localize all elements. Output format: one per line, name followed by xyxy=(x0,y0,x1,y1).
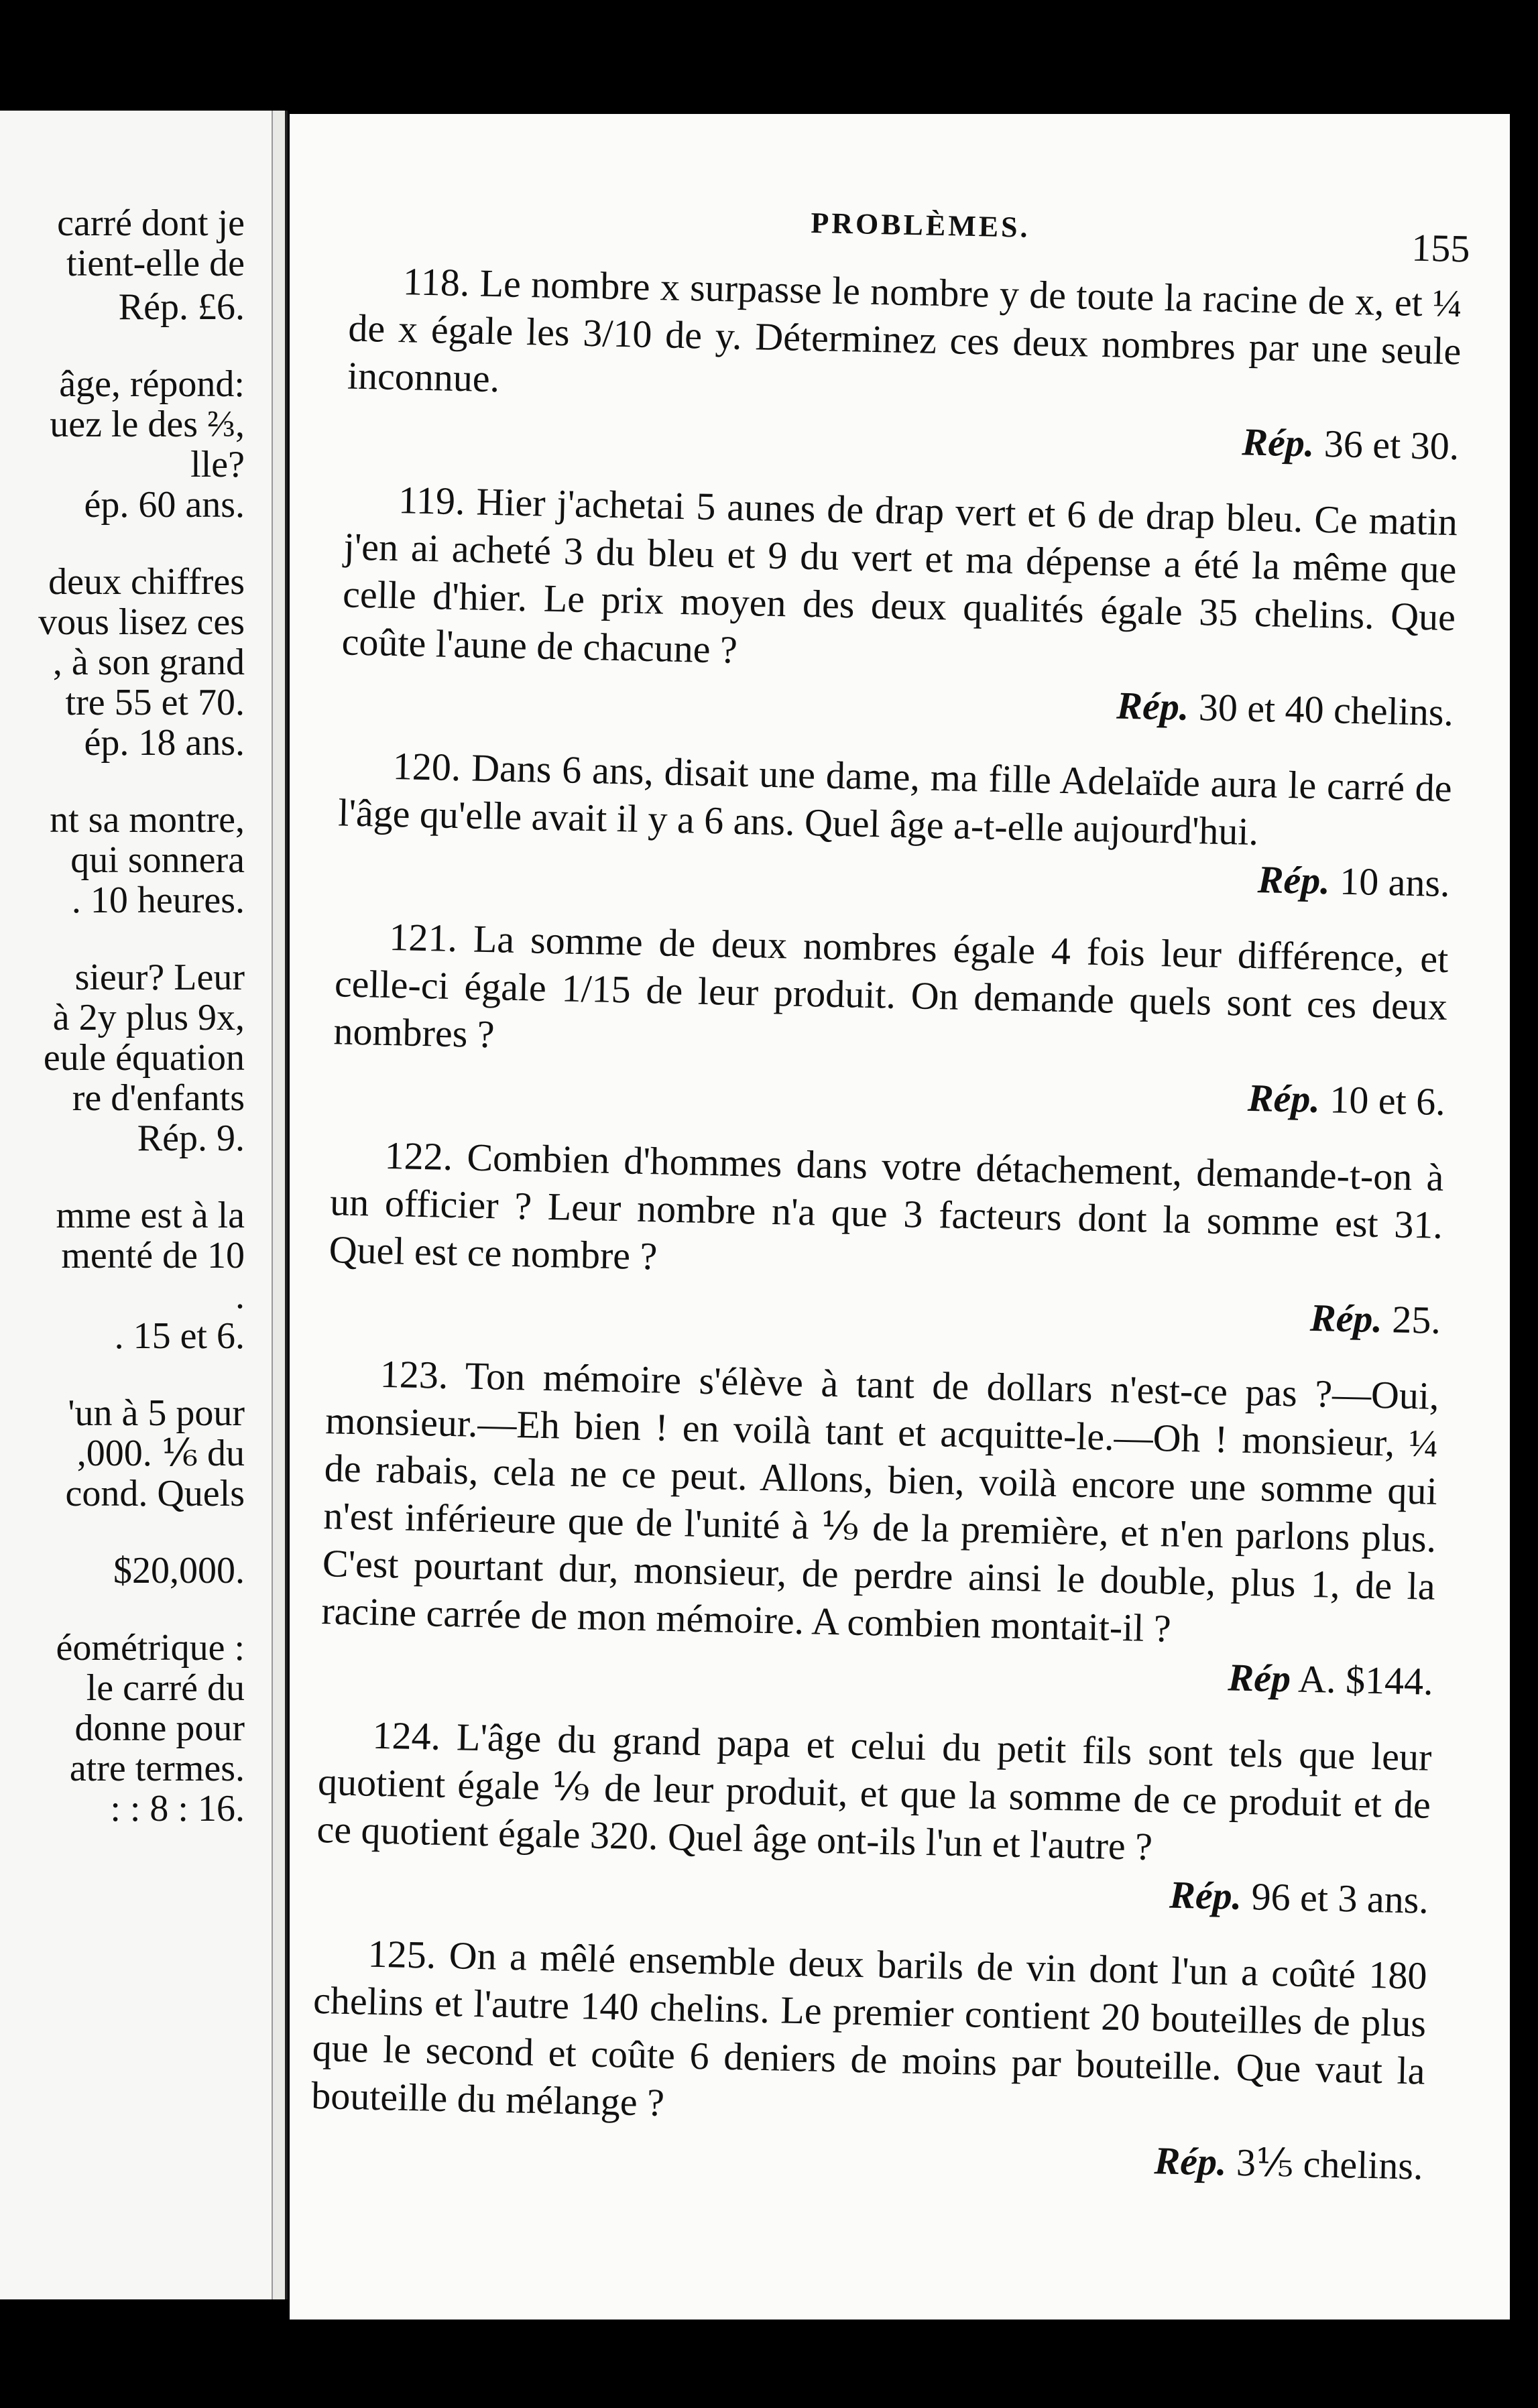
problem-number: 124. xyxy=(371,1713,457,1759)
answer-value: 3⅕ chelins. xyxy=(1236,2140,1424,2188)
problem-text: L'âge du grand papa et celui du petit fils sont tels que leur quotient égale ⅑ de leur produit, et que la somme de ce produit et de ce quotient égale 320. Quel âge ont-ils l'un et l'autre ? xyxy=(316,1715,1432,1869)
answer-value: 96 et 3 ans. xyxy=(1251,1874,1429,1922)
problem-answer xyxy=(337,836,1450,907)
problem-answer xyxy=(346,399,1460,470)
problem-block xyxy=(341,475,1458,736)
page-content xyxy=(290,114,1510,2320)
left-page-line: $20,000. xyxy=(113,1550,245,1591)
problem-number: 121. xyxy=(388,914,474,961)
left-page-line: lle? xyxy=(190,444,245,485)
problem-answer xyxy=(315,1853,1429,1924)
left-page-line: . xyxy=(235,1275,245,1317)
left-page-line: . 10 heures. xyxy=(71,880,245,921)
left-page-line: , à son grand xyxy=(52,642,245,683)
left-page-line: mme est à la xyxy=(56,1195,245,1236)
left-page-line: eule équation xyxy=(43,1037,245,1079)
left-page-fragment xyxy=(0,111,288,2299)
left-page-line: sieur? Leur xyxy=(74,957,245,998)
left-page-line: cond. Quels xyxy=(65,1473,245,1514)
left-page-line: Rép. 9. xyxy=(137,1118,245,1159)
problem-answer xyxy=(320,1634,1433,1705)
right-page xyxy=(290,114,1510,2320)
left-page-line: 'un à 5 pour xyxy=(68,1392,245,1434)
left-page-line: ép. 18 ans. xyxy=(84,722,245,764)
page-number: 155 xyxy=(1411,225,1471,271)
answer-label: Rép. xyxy=(1116,683,1190,729)
left-page-line: . 15 et 6. xyxy=(114,1315,245,1357)
left-page-line: atre termes. xyxy=(69,1748,245,1789)
answer-value: 30 et 40 chelins. xyxy=(1198,685,1454,735)
problem-block xyxy=(328,1130,1445,1344)
answer-value: 25. xyxy=(1391,1297,1441,1342)
left-page-line: deux chiffres xyxy=(48,561,245,603)
problem-answer xyxy=(341,665,1454,736)
problem-block xyxy=(315,1710,1432,1924)
problem-number: 118. xyxy=(402,259,481,305)
problem-list xyxy=(309,257,1462,2218)
problem-answer xyxy=(328,1273,1441,1344)
left-page-line: : : 8 : 16. xyxy=(110,1788,245,1829)
problem-number: 125. xyxy=(367,1931,450,1978)
problem-answer xyxy=(332,1055,1445,1126)
left-page-line: uez le des ⅔, xyxy=(50,404,245,445)
answer-label: Rép. xyxy=(1153,2139,1228,2184)
problem-answer xyxy=(310,2119,1423,2190)
page-gutter xyxy=(272,111,285,2299)
left-page-line: carré dont je xyxy=(57,202,245,244)
left-page-line: tient-elle de xyxy=(66,243,245,284)
answer-label: Rép. xyxy=(1241,420,1315,465)
scan-border xyxy=(0,2320,1538,2408)
answer-label: Rép xyxy=(1227,1655,1291,1701)
problem-text: On a mêlé ensemble deux barils de vin dont l'un a coûté 180 chelins et l'autre 140 chelins. Le premier contient 20 bouteilles de plus que le second et coûte 6 deniers de moins par bouteille. Que vaut la bouteille du mélange ? xyxy=(310,1933,1428,2124)
left-page-line: tre 55 et 70. xyxy=(65,682,245,723)
left-page-line: vous lisez ces xyxy=(38,601,245,643)
answer-label: Rép. xyxy=(1169,1872,1242,1918)
left-page-line: re d'enfants xyxy=(72,1077,245,1119)
problem-text: Ton mémoire s'élève à tant de dollars n'est-ce pas ?—Oui, monsieur.—Eh bien ! en voilà tant et acquitte-le.—Oh ! monsieur, ¼ de rabais, cela ne ce peut. Allons, bien, voilà encore une somme qui n'est inférieure que de l'unité à ⅑ de la première, et n'en parlons plus. C'est pourtant dur, monsieur, de perdre ainsi le double, plus 1, de la racine carrée de mon mémoire. A combien montait-il ? xyxy=(320,1353,1440,1650)
problem-block xyxy=(332,912,1449,1126)
problem-text: Combien d'hommes dans votre détachement, demande-t-on à un officier ? Leur nombre n'a que 3 facteurs dont la somme est 31. Quel est ce nombre ? xyxy=(329,1135,1445,1278)
left-page-line: menté de 10 xyxy=(61,1235,245,1276)
problem-number: 122. xyxy=(384,1133,468,1179)
problem-text: La somme de deux nombres égale 4 fois leur différence, et celle-ci égale 1/15 de leur produit. On demande quels sont ces deux nombres ? xyxy=(333,916,1449,1057)
problem-block xyxy=(320,1349,1439,1705)
answer-label: Rép. xyxy=(1257,857,1331,903)
left-page-line: à 2y plus 9x, xyxy=(52,997,245,1038)
problem-number: 119. xyxy=(398,478,477,524)
left-page-line: éométrique : xyxy=(56,1627,245,1669)
answer-label: Rép. xyxy=(1309,1295,1383,1341)
left-page-line: âge, répond: xyxy=(59,363,245,405)
answer-label: Rép. xyxy=(1247,1075,1321,1122)
left-page-line: donne pour xyxy=(74,1707,245,1749)
problem-block xyxy=(346,257,1463,471)
problem-text: Dans 6 ans, disait une dame, ma fille Adelaïde aura le carré de l'âge qu'elle avait il y a 6 ans. Quel âge a-t-elle aujourd'hui. xyxy=(337,745,1453,854)
problem-text: Le nombre x surpasse le nombre y de toute la racine de x, et ¼ de x égale les 3/10 de y. Déterminez ces deux nombres par une seule inconnue. xyxy=(347,261,1463,401)
left-page-line: le carré du xyxy=(86,1667,245,1709)
answer-value: A. $144. xyxy=(1297,1657,1434,1703)
problem-number: 123. xyxy=(379,1351,466,1398)
left-page-line: Rép. £6. xyxy=(118,286,245,328)
answer-value: 10 et 6. xyxy=(1329,1077,1446,1124)
left-page-line: qui sonnera xyxy=(70,839,245,881)
left-page-line: ,000. ⅙ du xyxy=(76,1433,245,1474)
problem-text: Hier j'achetai 5 aunes de drap vert et 6 de drap bleu. Ce matin j'en ai acheté 3 du bleu et 9 du vert et ma dépense a été la même que celle d'hier. Le prix moyen des deux qualités égale 35 chelins. Que coûte l'aune de chacune ? xyxy=(341,479,1458,672)
answer-value: 36 et 30. xyxy=(1323,422,1460,469)
left-page-line: ép. 60 ans. xyxy=(84,484,245,526)
problem-number: 120. xyxy=(392,744,472,790)
running-head: PROBLÈMES. xyxy=(810,206,1031,244)
left-page-line: nt sa montre, xyxy=(50,799,245,841)
answer-value: 10 ans. xyxy=(1339,859,1451,906)
problem-block xyxy=(310,1929,1427,2190)
problem-block xyxy=(337,741,1452,907)
